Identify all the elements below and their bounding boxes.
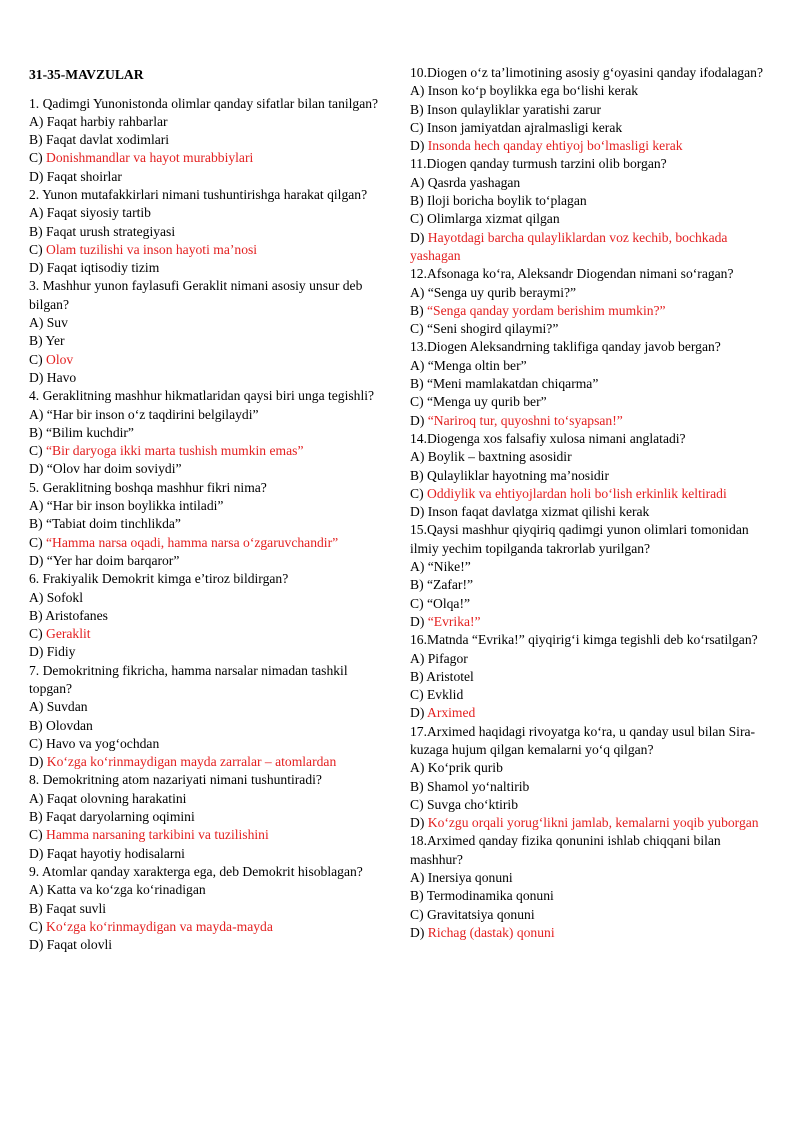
correct-answer-option — [29, 351, 391, 369]
option-text: Ko‘zga ko‘rinmaydigan mayda zarralar – atomlardan — [46, 754, 337, 770]
correct-answer-option — [29, 753, 391, 771]
option-letter: D) — [29, 260, 47, 276]
answer-option — [29, 424, 391, 442]
answer-option — [29, 936, 391, 954]
option-text: Iloji boricha boylik to‘plagan — [427, 193, 587, 209]
answer-option — [410, 796, 770, 814]
question-block — [29, 479, 391, 570]
option-text: Hamma narsaning tarkibini va tuzilishini — [46, 827, 269, 843]
option-text: “Bilim kuchdir” — [46, 424, 134, 440]
option-letter: B) — [410, 778, 427, 794]
answer-option — [410, 174, 770, 192]
option-letter: C) — [29, 735, 46, 751]
option-text: “Evrika!” — [427, 613, 481, 629]
answer-option — [410, 887, 770, 905]
option-letter: A) — [410, 357, 428, 373]
option-letter: C) — [410, 687, 427, 703]
option-letter: B) — [410, 302, 427, 318]
option-text: Ko‘zgu orqali yorug‘likni jamlab, kemalarni yoqib yuborgan — [427, 815, 759, 831]
option-text: “Nike!” — [427, 559, 471, 575]
question-text: 11.Diogen qanday turmush tarzini olib borgan? — [410, 156, 667, 172]
option-letter: B) — [29, 424, 46, 440]
question-text: 2. Yunon mutafakkirlari nimani tushuntirishga harakat qilgan? — [29, 186, 368, 202]
option-text: Faqat suvli — [46, 900, 107, 916]
answer-option — [410, 668, 770, 686]
option-text: “Bir daryoga ikki marta tushish mumkin emas” — [46, 443, 304, 459]
option-letter: B) — [29, 333, 46, 349]
option-letter: D) — [410, 705, 427, 721]
answer-option — [410, 284, 770, 302]
page-title: 31-35-MAVZULAR — [29, 67, 144, 82]
answer-option — [29, 113, 391, 131]
option-text: “Zafar!” — [427, 577, 474, 593]
option-letter: B) — [29, 516, 46, 532]
option-letter: C) — [410, 321, 427, 337]
answer-option — [410, 448, 770, 466]
question-text: 15.Qaysi mashhur qiyqiriq qadimgi yunon olimlari tomonidan ilmiy yechim topilganda takrorlab yurilgan? — [410, 522, 749, 556]
option-text: Gravitatsiya qonuni — [427, 906, 535, 922]
option-letter: C) — [29, 918, 46, 934]
option-text: Shamol yo‘naltirib — [427, 778, 530, 794]
option-letter: B) — [410, 376, 427, 392]
answer-option — [29, 515, 391, 533]
option-text: Katta va ko‘zga ko‘rinadigan — [46, 882, 206, 898]
correct-answer-option — [410, 704, 770, 722]
option-letter: A) — [29, 205, 47, 221]
answer-option — [29, 497, 391, 515]
answer-option — [410, 357, 770, 375]
option-letter: A) — [410, 559, 428, 575]
correct-answer-option — [410, 814, 770, 832]
option-text: Donishmandlar va hayot murabbiylari — [46, 150, 254, 166]
option-text: Inson ko‘p boylikka ega bo‘lishi kerak — [427, 83, 639, 99]
option-text: Richag (dastak) qonuni — [427, 924, 555, 940]
answer-option — [29, 168, 391, 186]
question-text: 12.Afsonaga ko‘ra, Aleksandr Diogendan nimani so‘ragan? — [410, 266, 734, 282]
option-text: “Meni mamlakatdan chiqarma” — [427, 376, 599, 392]
question-text: 16.Matnda “Evrika!” qiyqirig‘i kimga tegishli deb ko‘rsatilgan? — [410, 632, 758, 648]
option-letter: D) — [29, 461, 47, 477]
correct-answer-option — [29, 918, 391, 936]
option-text: “Menga uy qurib ber” — [427, 394, 547, 410]
option-text: Faqat shoirlar — [46, 168, 122, 184]
option-letter: B) — [29, 717, 46, 733]
question-text: 4. Geraklitning mashhur hikmatlaridan qaysi biri unga tegishli? — [29, 388, 375, 404]
question-block — [29, 771, 391, 862]
question-block — [410, 155, 770, 265]
question-block — [29, 95, 391, 186]
question-block — [410, 64, 770, 155]
question-text: 14.Diogenga xos falsafiy xulosa nimani anglatadi? — [410, 430, 686, 446]
option-letter: C) — [29, 241, 46, 257]
option-letter: B) — [410, 101, 427, 117]
option-letter: A) — [410, 760, 428, 776]
answer-option — [29, 845, 391, 863]
option-text: Olov — [46, 351, 74, 367]
answer-option — [410, 906, 770, 924]
option-letter: B) — [410, 467, 427, 483]
option-letter: D) — [29, 552, 47, 568]
option-text: Aristofanes — [45, 607, 108, 623]
answer-option — [29, 589, 391, 607]
option-letter: D) — [410, 815, 428, 831]
option-text: Faqat olovning harakatini — [46, 790, 187, 806]
option-text: Faqat olovli — [46, 937, 113, 953]
option-letter: C) — [410, 211, 427, 227]
answer-option — [410, 558, 770, 576]
option-text: “Seni shogird qilaymi?” — [427, 321, 559, 337]
answer-option — [410, 375, 770, 393]
option-letter: A) — [29, 699, 47, 715]
option-letter: C) — [410, 595, 427, 611]
option-letter: D) — [29, 845, 47, 861]
option-text: Aristotel — [426, 668, 474, 684]
option-letter: A) — [29, 882, 47, 898]
option-letter: B) — [29, 809, 46, 825]
correct-answer-option — [410, 924, 770, 942]
option-letter: C) — [410, 796, 427, 812]
option-letter: A) — [410, 83, 428, 99]
option-letter: D) — [410, 504, 428, 520]
question-text: 17.Arximed haqidagi rivoyatga ko‘ra, u qanday usul bilan Sira-kuzaga hujum qilgan kemalarni yo‘q qilgan? — [410, 723, 756, 757]
option-letter: A) — [410, 174, 428, 190]
question-block — [29, 570, 391, 661]
correct-answer-option — [29, 149, 391, 167]
question-block — [29, 863, 391, 954]
question-text: 8. Demokritning atom nazariyati nimani tushuntiradi? — [29, 772, 322, 788]
correct-answer-option — [29, 442, 391, 460]
option-letter: C) — [29, 534, 46, 550]
option-text: Faqat daryolarning oqimini — [46, 809, 195, 825]
option-letter: B) — [410, 668, 427, 684]
answer-option — [410, 320, 770, 338]
option-text: “Yer har doim barqaror” — [46, 552, 180, 568]
answer-option — [29, 735, 391, 753]
answer-option — [410, 393, 770, 411]
option-letter: A) — [29, 113, 47, 129]
option-text: Faqat hayotiy hodisalarni — [46, 845, 185, 861]
option-text: Oddiylik va ehtiyojlardan holi bo‘lish erkinlik keltiradi — [427, 485, 727, 501]
option-text: “Senga uy qurib beraymi?” — [427, 284, 577, 300]
question-block — [410, 338, 770, 429]
question-text: 10.Diogen o‘z ta’limotining asosiy g‘oyasini qanday ifodalagan? — [410, 65, 763, 80]
option-text: Ko‘prik qurib — [427, 760, 503, 776]
answer-option — [29, 607, 391, 625]
question-text: 1. Qadimgi Yunonistonda olimlar qanday sifatlar bilan tanilgan? — [29, 95, 379, 111]
option-letter: C) — [410, 485, 427, 501]
option-text: Yer — [45, 333, 65, 349]
option-letter: A) — [410, 284, 428, 300]
option-text: Olam tuzilishi va inson hayoti ma’nosi — [46, 241, 258, 257]
option-text: Faqat urush strategiyasi — [46, 223, 176, 239]
option-text: Inson qulayliklar yaratishi zarur — [427, 101, 602, 117]
correct-answer-option — [410, 137, 770, 155]
option-text: Termodinamika qonuni — [426, 888, 554, 904]
answer-option — [29, 131, 391, 149]
correct-answer-option — [29, 625, 391, 643]
option-letter: C) — [410, 394, 427, 410]
question-text: 6. Frakiyalik Demokrit kimga e’tiroz bildirgan? — [29, 571, 289, 587]
answer-option — [29, 717, 391, 735]
option-text: Olimlarga xizmat qilgan — [427, 211, 560, 227]
correct-answer-option — [410, 302, 770, 320]
answer-option — [29, 698, 391, 716]
answer-option — [410, 119, 770, 137]
option-letter: A) — [410, 870, 428, 886]
option-text: Havo va yog‘ochdan — [46, 735, 160, 751]
option-text: Olovdan — [46, 717, 93, 733]
answer-option — [410, 759, 770, 777]
option-letter: A) — [410, 650, 428, 666]
option-text: Faqat siyosiy tartib — [46, 205, 151, 221]
option-text: Faqat iqtisodiy tizim — [46, 260, 160, 276]
question-block — [410, 631, 770, 722]
option-letter: C) — [29, 443, 46, 459]
question-block — [410, 832, 770, 942]
option-letter: D) — [410, 613, 428, 629]
answer-option — [29, 406, 391, 424]
option-text: Qasrda yashagan — [427, 174, 521, 190]
answer-option — [410, 101, 770, 119]
answer-option — [29, 259, 391, 277]
option-letter: A) — [29, 498, 47, 514]
option-letter: C) — [29, 351, 46, 367]
question-text: 18.Arximed qanday fizika qonunini ishlab chiqqani bilan mashhur? — [410, 833, 721, 867]
option-letter: C) — [29, 827, 46, 843]
option-letter: B) — [29, 223, 46, 239]
question-block — [410, 723, 770, 833]
answer-option — [29, 204, 391, 222]
option-text: Hayotdagi barcha qulayliklardan voz kechib, bochkada yashagan — [410, 229, 728, 263]
option-letter: B) — [410, 888, 427, 904]
option-letter: C) — [410, 119, 427, 135]
correct-answer-option — [29, 826, 391, 844]
question-block — [410, 430, 770, 521]
answer-option — [410, 210, 770, 228]
question-text: 9. Atomlar qanday xarakterga ega, deb Demokrit hisoblagan? — [29, 863, 363, 879]
answer-option — [29, 223, 391, 241]
option-letter: C) — [29, 150, 46, 166]
question-block — [29, 387, 391, 478]
answer-option — [410, 595, 770, 613]
option-letter: B) — [410, 193, 427, 209]
option-letter: D) — [410, 924, 428, 940]
option-text: Inersiya qonuni — [427, 870, 513, 886]
option-text: Arximed — [427, 705, 476, 721]
option-text: Pifagor — [427, 650, 468, 666]
option-letter: A) — [29, 406, 47, 422]
question-list — [410, 64, 770, 942]
answer-option — [410, 576, 770, 594]
option-letter: C) — [410, 906, 427, 922]
answer-option — [29, 369, 391, 387]
question-block — [29, 662, 391, 772]
option-text: Insonda hech qanday ehtiyoj bo‘lmasligi kerak — [427, 138, 683, 154]
option-letter: A) — [29, 790, 47, 806]
answer-option — [410, 467, 770, 485]
right-column — [410, 64, 770, 942]
correct-answer-option — [29, 241, 391, 259]
answer-option — [29, 881, 391, 899]
option-text: Qulayliklar hayotning ma’nosidir — [427, 467, 609, 483]
option-text: “Olov har doim soviydi” — [46, 461, 182, 477]
option-text: Geraklit — [46, 626, 91, 642]
option-text: Inson faqat davlatga xizmat qilishi kerak — [427, 504, 650, 520]
option-text: Faqat harbiy rahbarlar — [46, 113, 168, 129]
question-list — [29, 95, 391, 955]
option-letter: D) — [29, 168, 47, 184]
option-text: Suvga cho‘ktirib — [427, 796, 518, 812]
option-text: “Menga oltin ber” — [427, 357, 527, 373]
option-text: “Tabiat doim tinchlikda” — [46, 516, 181, 532]
answer-option — [410, 503, 770, 521]
correct-answer-option — [29, 534, 391, 552]
question-block — [410, 521, 770, 631]
answer-option — [29, 790, 391, 808]
question-block — [410, 265, 770, 338]
answer-option — [29, 808, 391, 826]
option-text: Evklid — [427, 687, 464, 703]
option-letter: A) — [29, 315, 47, 331]
option-text: Faqat davlat xodimlari — [46, 132, 170, 148]
option-letter: B) — [410, 577, 427, 593]
option-letter: A) — [29, 589, 47, 605]
option-text: Suv — [46, 315, 68, 331]
answer-option — [29, 332, 391, 350]
option-letter: D) — [29, 937, 47, 953]
option-text: “Hamma narsa oqadi, hamma narsa o‘zgaruvchandir” — [46, 534, 339, 550]
option-text: Havo — [46, 369, 77, 385]
option-letter: D) — [410, 412, 428, 428]
question-block — [29, 186, 391, 277]
answer-option — [29, 314, 391, 332]
option-text: “Nariroq tur, quyoshni to‘syapsan!” — [427, 412, 623, 428]
option-text: Fidiy — [46, 644, 76, 660]
option-letter: D) — [29, 369, 47, 385]
option-letter: D) — [29, 644, 47, 660]
option-text: “Har bir inson o‘z taqdirini belgilaydi” — [46, 406, 259, 422]
correct-answer-option — [410, 412, 770, 430]
answer-option — [29, 460, 391, 478]
answer-option — [29, 552, 391, 570]
left-column — [29, 64, 391, 954]
answer-option — [410, 686, 770, 704]
correct-answer-option — [410, 229, 770, 266]
option-text: “Har bir inson boylikka intiladi” — [46, 498, 224, 514]
option-letter: D) — [410, 229, 428, 245]
correct-answer-option — [410, 613, 770, 631]
answer-option — [410, 192, 770, 210]
answer-option — [410, 650, 770, 668]
option-text: Sofokl — [46, 589, 84, 605]
option-text: Inson jamiyatdan ajralmasligi kerak — [427, 119, 623, 135]
option-letter: B) — [29, 132, 46, 148]
question-text: 13.Diogen Aleksandrning taklifiga qanday javob bergan? — [410, 339, 721, 355]
answer-option — [29, 643, 391, 661]
option-text: Suvdan — [46, 699, 88, 715]
question-text: 3. Mashhur yunon faylasufi Geraklit nimani asosiy unsur deb bilgan? — [29, 278, 363, 312]
question-text: 7. Demokritning fikricha, hamma narsalar nimadan tashkil topgan? — [29, 662, 348, 696]
option-letter: B) — [29, 607, 46, 623]
option-text: “Olqa!” — [427, 595, 471, 611]
option-text: Boylik – baxtning asosidir — [427, 449, 572, 465]
answer-option — [410, 778, 770, 796]
option-letter: B) — [29, 900, 46, 916]
correct-answer-option — [410, 485, 770, 503]
answer-option — [410, 869, 770, 887]
option-letter: C) — [29, 626, 46, 642]
option-text: Ko‘zga ko‘rinmaydigan va mayda-mayda — [46, 918, 273, 934]
option-letter: A) — [410, 449, 428, 465]
option-text: “Senga qanday yordam berishim mumkin?” — [427, 302, 666, 318]
answer-option — [29, 900, 391, 918]
question-block — [29, 277, 391, 387]
option-letter: D) — [29, 754, 47, 770]
question-text: 5. Geraklitning boshqa mashhur fikri nima? — [29, 479, 267, 495]
option-letter: D) — [410, 138, 428, 154]
answer-option — [410, 82, 770, 100]
